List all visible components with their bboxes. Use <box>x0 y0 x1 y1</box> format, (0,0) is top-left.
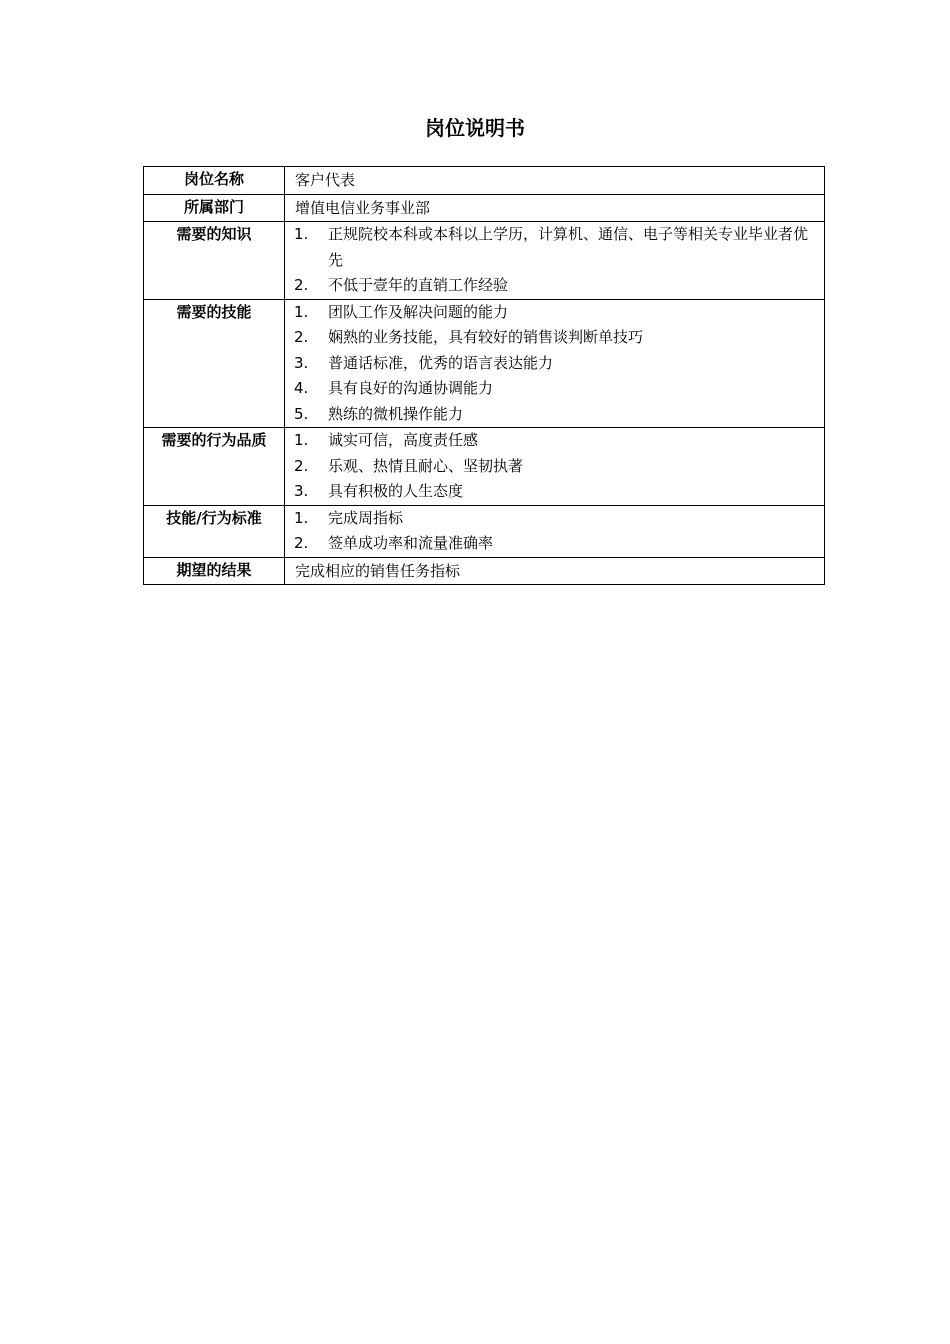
list-item-text: 签单成功率和流量准确率 <box>328 534 494 552</box>
list-item <box>285 351 824 377</box>
list-item-number: 1. <box>294 302 309 321</box>
skills-list <box>285 300 824 428</box>
list-item-text: 不低于壹年的直销工作经验 <box>328 276 509 294</box>
row-label: 期望的结果 <box>144 557 285 585</box>
list-item <box>285 300 824 326</box>
table-row-standards <box>144 505 825 557</box>
list-item <box>285 402 824 428</box>
row-value-cell <box>285 557 825 585</box>
list-item-text: 完成周指标 <box>328 508 404 527</box>
list-item <box>285 325 824 351</box>
list-item <box>285 273 824 299</box>
list-item-text: 具有良好的沟通协调能力 <box>328 379 494 397</box>
behavior-list <box>285 428 824 505</box>
list-item-text: 乐观、热情且耐心、坚韧执著 <box>328 456 524 475</box>
list-item-number: 1. <box>294 508 309 527</box>
row-value: 增值电信业务事业部 <box>295 198 431 217</box>
list-item-text: 团队工作及解决问题的能力 <box>328 302 509 321</box>
list-item-number: 4. <box>294 379 309 397</box>
list-item <box>285 531 824 557</box>
list-item-text: 具有积极的人生态度 <box>328 482 464 500</box>
knowledge-list <box>285 222 824 299</box>
row-label: 需要的行为品质 <box>144 428 285 506</box>
list-item-text: 普通话标准，优秀的语言表达能力 <box>328 353 554 372</box>
list-item <box>285 506 824 532</box>
standards-list <box>285 506 824 557</box>
row-value-cell <box>285 505 825 557</box>
table-row-knowledge <box>144 222 825 300</box>
row-value-cell <box>285 194 825 222</box>
list-item-number: 1. <box>294 225 309 243</box>
job-description-table <box>143 166 825 585</box>
list-item-number: 5. <box>294 404 309 423</box>
row-value: 客户代表 <box>295 171 356 189</box>
row-value: 完成相应的销售任务指标 <box>295 561 461 580</box>
row-value-cell <box>285 167 825 195</box>
row-value-cell <box>285 222 825 300</box>
list-item-number: 2. <box>294 456 309 475</box>
list-item-number: 2. <box>294 534 309 552</box>
row-value-cell <box>285 299 825 428</box>
table-row-behavior <box>144 428 825 506</box>
row-label: 所属部门 <box>144 194 285 222</box>
row-label: 需要的技能 <box>144 299 285 428</box>
list-item <box>285 376 824 402</box>
list-item-text: 诚实可信，高度责任感 <box>328 431 479 449</box>
list-item-text: 娴熟的业务技能，具有较好的销售谈判断单技巧 <box>328 328 644 346</box>
row-label: 需要的知识 <box>144 222 285 300</box>
list-item <box>285 428 824 454</box>
list-item <box>285 454 824 480</box>
row-value-cell <box>285 428 825 506</box>
table-row-expected-results <box>144 557 825 585</box>
list-item-text: 熟练的微机操作能力 <box>328 404 464 423</box>
list-item-number: 2. <box>294 328 309 346</box>
list-item <box>285 222 824 273</box>
table-row-position-name <box>144 167 825 195</box>
document-title: 岗位说明书 <box>425 116 525 140</box>
list-item-number: 3. <box>294 482 309 500</box>
row-label: 岗位名称 <box>144 167 285 195</box>
list-item <box>285 479 824 505</box>
list-item-number: 3. <box>294 353 309 372</box>
list-item-text: 正规院校本科或本科以上学历，计算机、通信、电子等相关专业毕业者优先 <box>328 225 809 269</box>
list-item-number: 1. <box>294 431 309 449</box>
table-row-department <box>144 194 825 222</box>
row-label: 技能/行为标准 <box>144 505 285 557</box>
table-row-skills <box>144 299 825 428</box>
list-item-number: 2. <box>294 276 309 294</box>
